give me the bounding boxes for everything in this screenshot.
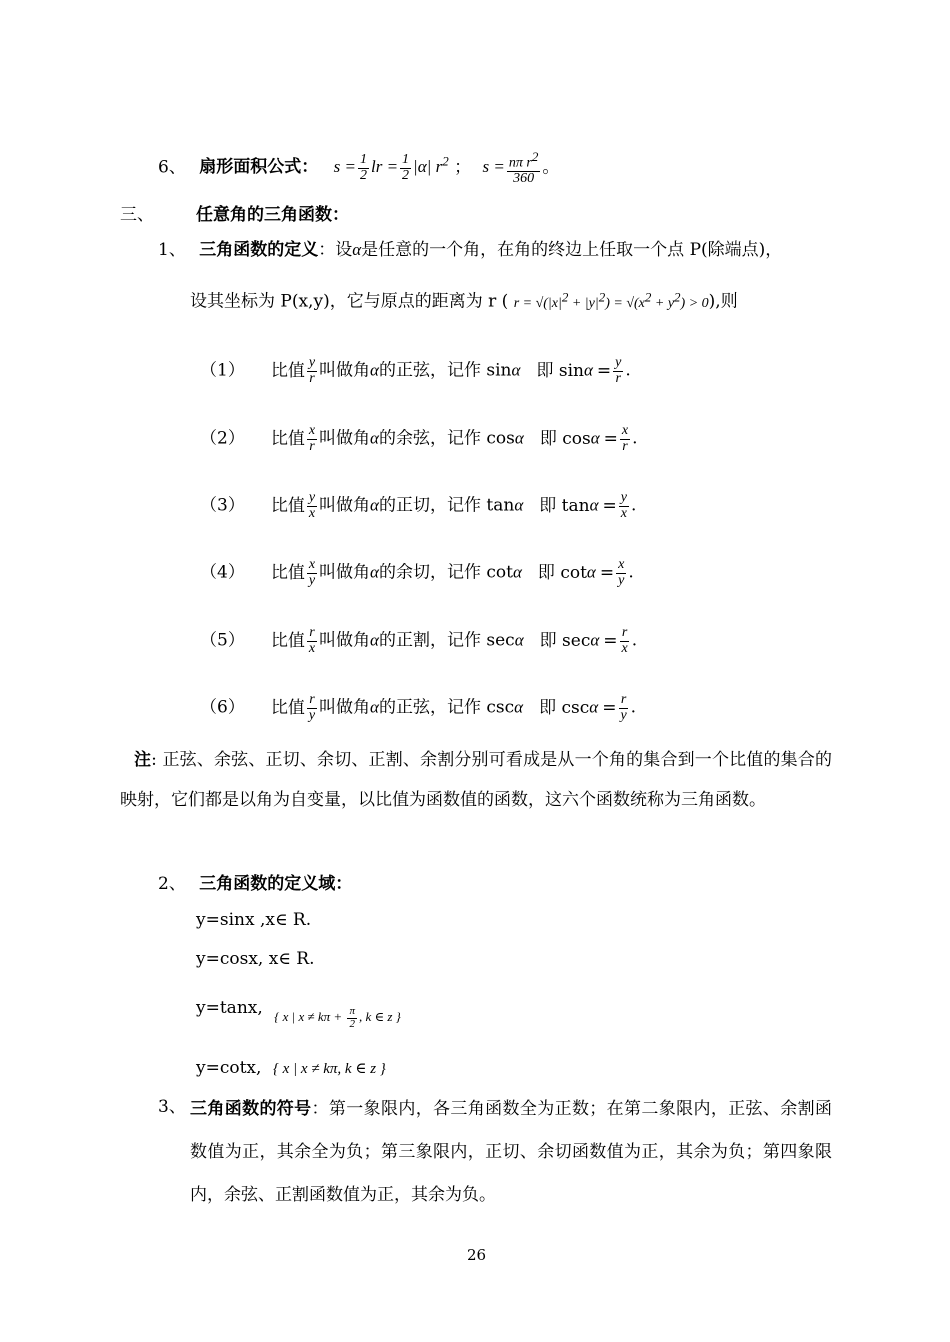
ratio-fraction: $\frac{x}{r}$ [308,423,316,454]
item6-end: 。 [542,157,560,178]
ratio-index: （6） [200,697,245,718]
domain-sin: y=sinx ,x∈ R. [196,910,312,930]
ratio-index: （1） [200,360,245,381]
alpha-symbol: α [586,562,596,582]
ratio-prefix: 比值 [270,360,305,381]
sector-area-formula-2: s = $\frac{n\pi r^2}{360}$ [482,149,539,187]
ratio-item: （6） 比值 $\frac{r}{y}$ 叫做角α的正弦，记作 cscα 即 cscα = $\frac{r}{y}$ . [200,692,637,723]
sign-number: 3、 [158,1097,186,1117]
cot-domain-set: { x | x ≠ kπ, k ∈ z } [272,1061,386,1077]
definition-line-2 [190,290,738,311]
alpha-symbol: α [590,630,600,650]
definition-text-1: ：设 [318,240,353,260]
definition-number: 1、 [158,240,186,260]
domain-heading [158,876,352,893]
ratio-equals: = [603,630,618,651]
ratio-ji: 即 cos [539,428,591,449]
ratio-mid: 叫做角 [319,360,371,381]
domain-tan: y=tanx, [196,998,263,1019]
ratio-item: （3） 比值 $\frac{y}{x}$ 叫做角α的正切，记作 tanα 即 tanα = $\frac{y}{x}$ . [200,490,637,521]
item6-number: 6、 [158,157,186,178]
ratio-equals: = [603,428,618,449]
ratio-index: （4） [200,562,245,583]
ratio-fraction: $\frac{y}{x}$ [308,490,316,521]
ratio-fraction: $\frac{r}{y}$ [308,692,316,723]
domain-cos: y=cosx, x∈ R. [196,949,315,969]
ratio-name: 的正弦，记作 sin [378,360,512,381]
alpha-symbol: α [370,562,379,582]
ratio-fraction: $\frac{r}{x}$ [308,625,316,656]
domain-number: 2、 [158,874,186,894]
alpha-symbol: α [370,495,379,515]
alpha-symbol: α [511,360,521,380]
ratio-ji: 即 sec [539,630,591,651]
ratio-name: 的正弦，记作 csc [378,697,515,718]
ratio-fraction: $\frac{y}{r}$ [308,355,316,386]
ratio-item: （5） 比值 $\frac{r}{x}$ 叫做角α的正割，记作 secα 即 secα = $\frac{r}{x}$ . [200,625,638,656]
ratio-result-fraction: $\frac{r}{x}$ [621,625,628,656]
definition-text-2: 是任意的一个角，在角的终边上任取一个点 P(除端点)， [361,240,783,260]
ratio-item: （1） 比值 $\frac{y}{r}$ 叫做角α的正弦，记作 sinα 即 sinα = $\frac{y}{r}$ . [200,355,631,386]
ratio-item: （4） 比值 $\frac{x}{y}$ 叫做角α的余切，记作 cotα 即 cotα = $\frac{x}{y}$ . [200,557,634,588]
alpha-symbol: α [512,562,522,582]
alpha-symbol: α [514,428,524,448]
page-number: 26 [467,1246,487,1264]
ratio-index: （3） [200,495,245,516]
sign-paragraph [190,1088,832,1217]
ratio-name: 的正切，记作 tan [378,495,515,516]
alpha-symbol: α [514,495,524,515]
ratio-equals: = [602,495,617,516]
ratio-item: （2） 比值 $\frac{x}{r}$ 叫做角α的余弦，记作 cosα 即 cosα = $\frac{x}{r}$ . [200,423,638,454]
definition-line-2a: 设其坐标为 P(x,y)，它与原点的距离为 r ( [190,291,509,312]
ratio-result-fraction: $\frac{r}{y}$ [620,692,627,723]
ratio-fraction: $\frac{x}{y}$ [308,557,316,588]
radius-formula: $r = √(|x|^2 + |y|^2) = √(x^2 + y^2) > 0$ [513,289,709,311]
alpha-symbol: α [583,360,593,380]
ratio-name: 的余弦，记作 cos [378,428,515,449]
alpha-symbol: α [370,630,379,650]
ratio-result-fraction: $\frac{y}{x}$ [620,490,627,521]
note-text: : 正弦、余弦、正切、余切、正割、余割分别可看成是从一个角的集合到一个比值的集合的映射，它们都是以角为自变量，以比值为函数值的函数，这六个函数统称为三角函数。 [120,750,832,810]
ratio-equals: = [596,360,612,381]
ratio-mid: 叫做角 [319,562,371,583]
alpha-symbol: α [590,428,600,448]
ratio-mid: 叫做角 [319,630,371,651]
definition-label: 三角函数的定义 [199,240,319,260]
section3-number: 三、 [120,205,154,225]
ratio-mid: 叫做角 [319,495,371,516]
section3-title: 任意角的三角函数： [196,205,349,225]
definition-line-1: 1、 三角函数的定义：设α是任意的一个角，在角的终边上任取一个点 P(除端点)， [158,240,783,260]
alpha-symbol: α [589,697,599,717]
ratio-prefix: 比值 [270,495,305,516]
domain-cot-line [196,1060,386,1077]
ratio-result-fraction: $\frac{x}{y}$ [618,557,625,588]
domain-label: 三角函数的定义域： [199,874,353,894]
sign-text: ：第一象限内，各三角函数全为正数；在第二象限内，正弦、余割函数值为正，其余全为负；第三象限内，正切、余切函数值为正，其余为负；第四象限内，余弦、正割函数值为正，其余为负。 [190,1099,833,1205]
ratio-ji: 即 sin [536,360,584,381]
item6-line [158,150,559,187]
note-paragraph [120,740,832,820]
domain-tan-line [196,998,401,1030]
ratio-ji: 即 tan [539,495,590,516]
ratio-result-fraction: $\frac{x}{r}$ [621,423,629,454]
ratio-mid: 叫做角 [319,428,371,449]
alpha-symbol: α [370,697,379,717]
ratio-name: 的正割，记作 sec [378,630,515,651]
item6-separator: ； [454,157,472,178]
alpha-symbol: α [514,630,524,650]
ratio-ji: 即 cot [537,562,587,583]
ratio-index: （2） [200,428,245,449]
ratio-prefix: 比值 [270,697,305,718]
alpha-symbol: α [370,428,379,448]
alpha-symbol: α [514,697,524,717]
note-label: 注 [134,750,152,770]
ratio-equals: = [599,562,615,583]
ratio-name: 的余切，记作 cot [378,562,513,583]
sign-label: 三角函数的符号 [190,1099,312,1119]
definition-line-2b: ),则 [708,291,738,312]
ratio-mid: 叫做角 [319,697,371,718]
alpha-symbol: α [589,495,599,515]
ratio-result-fraction: $\frac{y}{r}$ [615,355,622,386]
item6-label: 扇形面积公式： [199,157,319,178]
ratio-prefix: 比值 [270,630,305,651]
sector-area-formula-1: s = $\frac{1}{2}$ lr = $\frac{1}{2}$ |α| $r^2$ [333,152,449,184]
ratio-ji: 即 csc [539,697,590,718]
ratio-index: （5） [200,630,245,651]
ratio-prefix: 比值 [270,562,305,583]
domain-cot: y=cotx, [196,1058,262,1078]
alpha-symbol: α [370,360,379,380]
ratio-prefix: 比值 [270,428,305,449]
tan-domain-set: { x | x ≠ kπ + π 2 , k ∈ z } [274,1005,401,1030]
ratio-equals: = [602,697,617,718]
